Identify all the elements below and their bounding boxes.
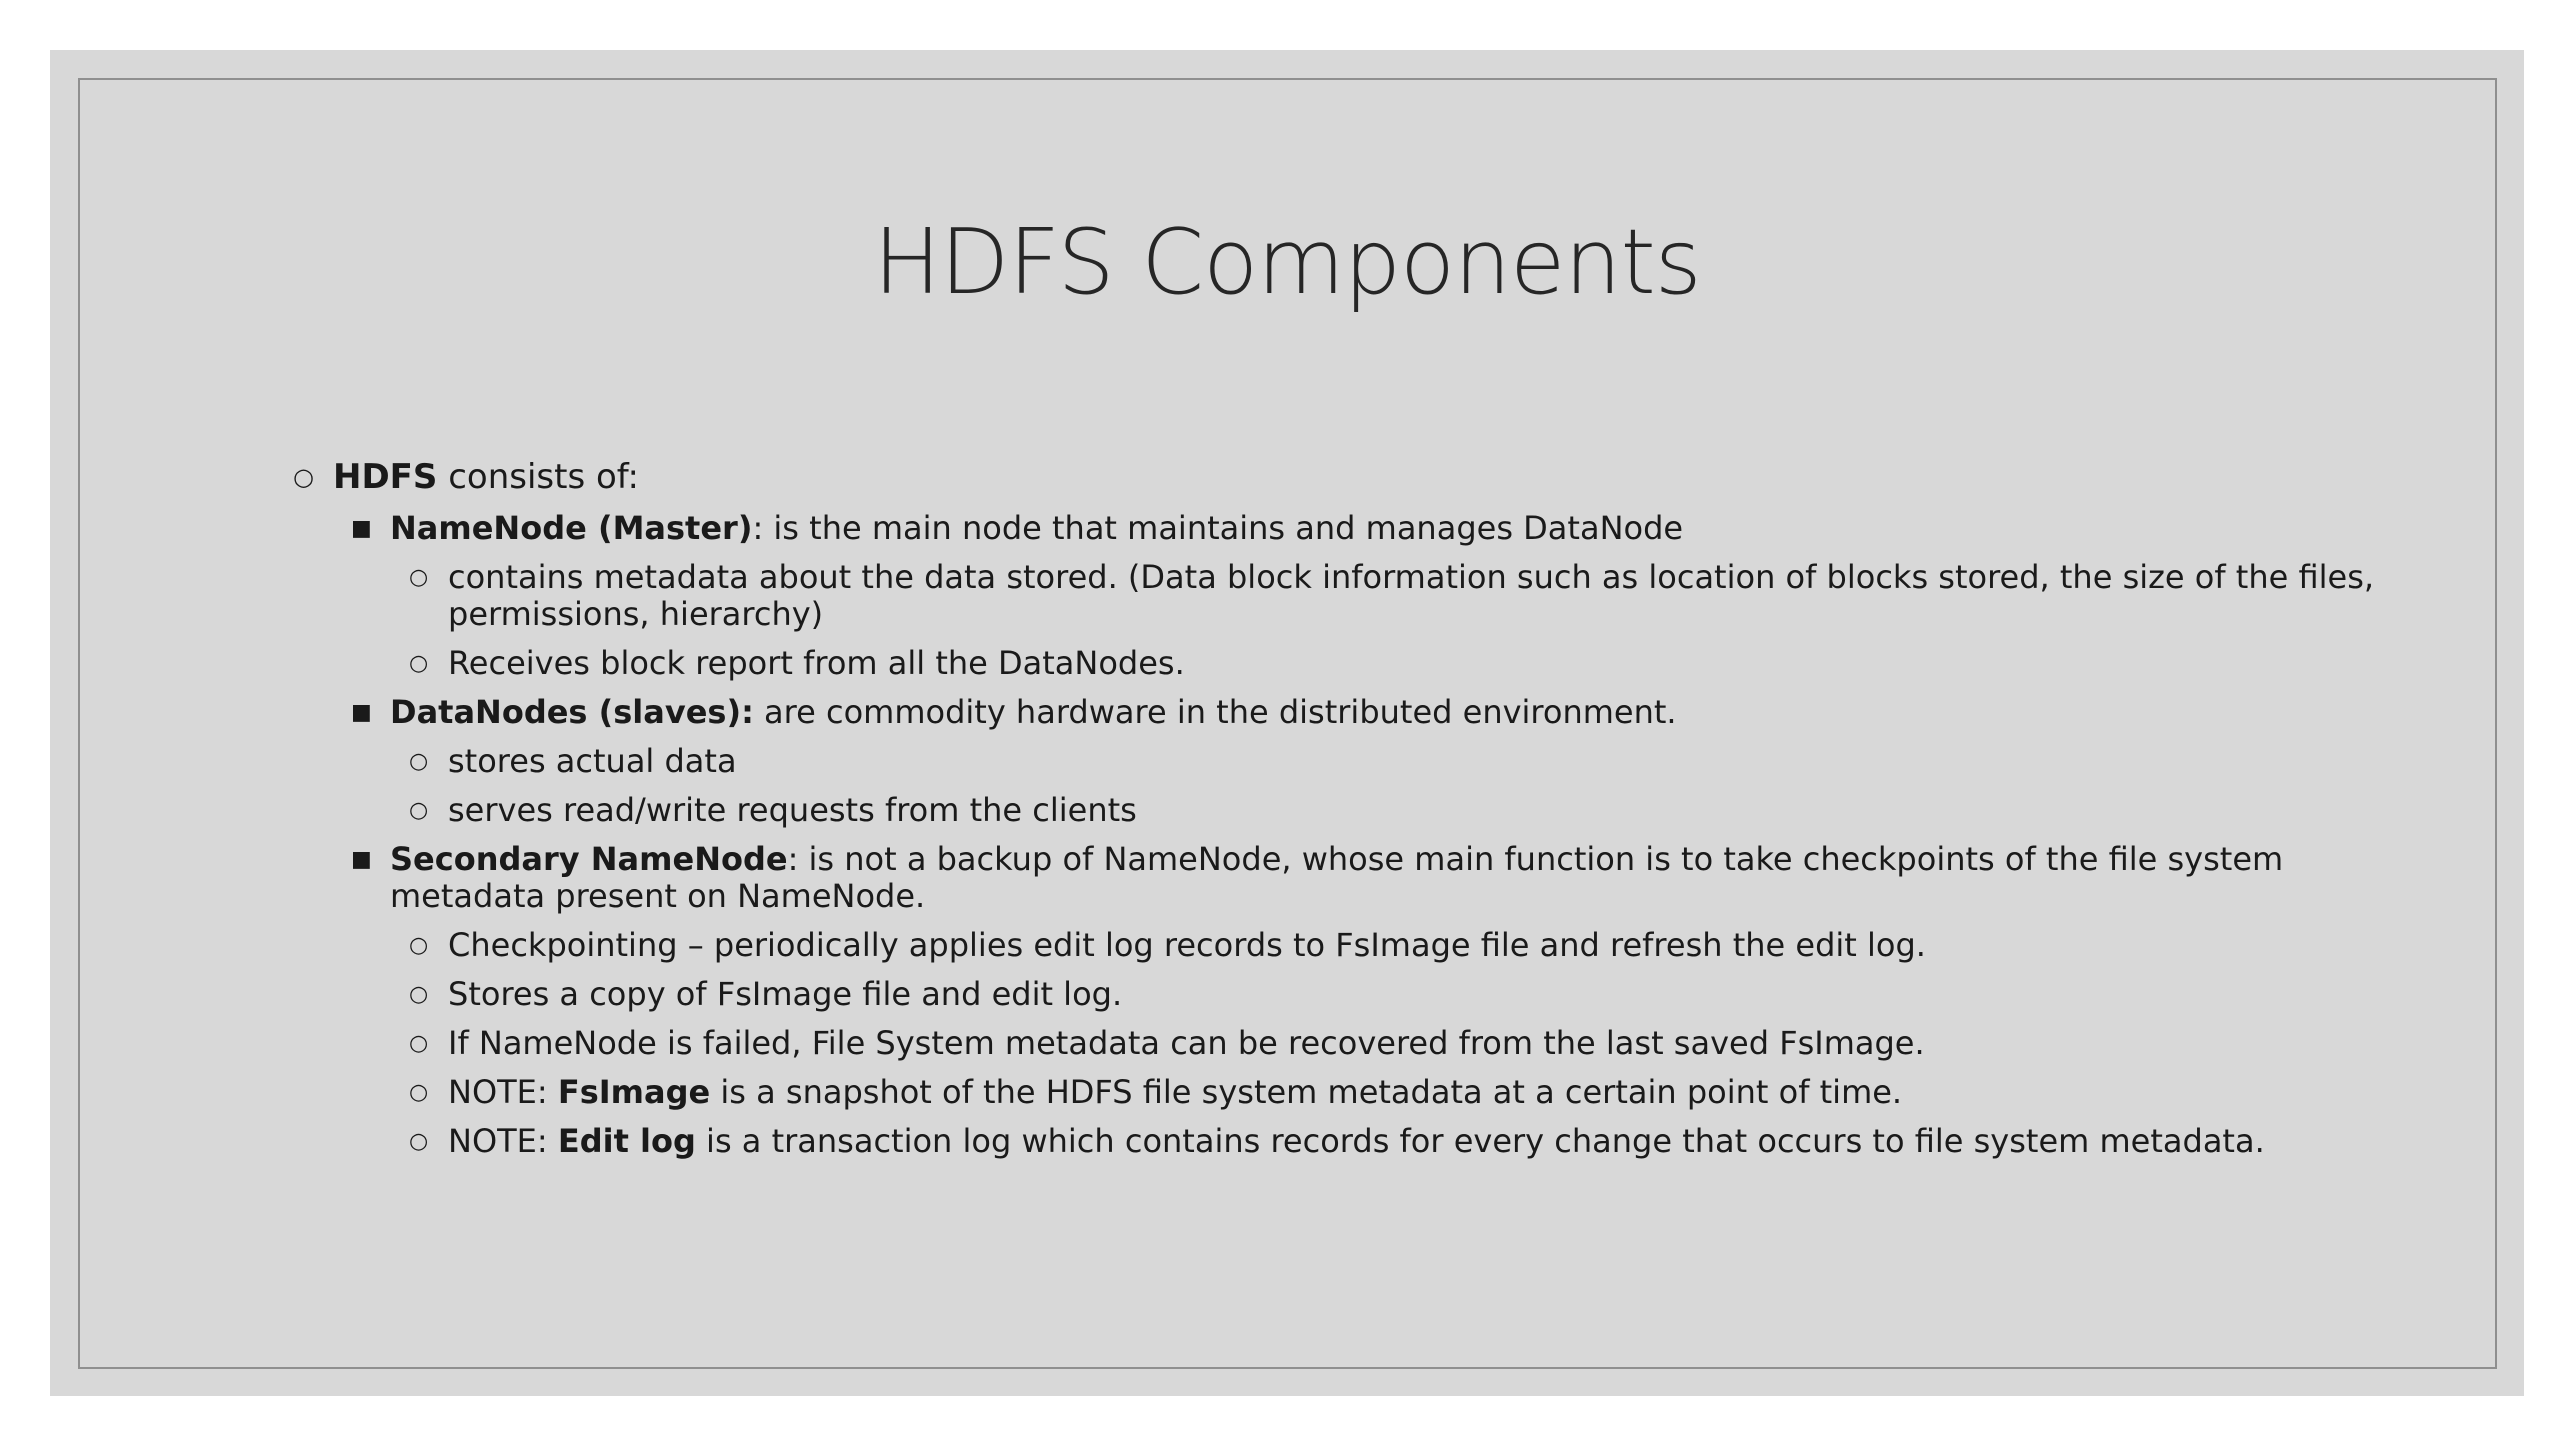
square-bullet-icon: ■ xyxy=(351,700,372,725)
bullet-list xyxy=(237,443,2427,1160)
item-bold: FsImage xyxy=(557,1073,711,1111)
item-text: Checkpointing – periodically applies edit log records to FsImage file and refresh the edit log. xyxy=(448,926,1926,964)
square-bullet-icon: ■ xyxy=(351,516,372,541)
item-bold: Secondary NameNode xyxy=(390,840,788,878)
list-item xyxy=(237,645,2427,682)
item-prefix: NOTE: xyxy=(448,1073,558,1111)
list-item xyxy=(237,1025,2427,1062)
list-item xyxy=(237,927,2427,964)
item-text: : is not a backup of NameNode, whose main function is to take checkpoints of the file system metadata present on NameNode. xyxy=(390,840,2284,915)
list-item xyxy=(237,792,2427,829)
circle-bullet-icon: ○ xyxy=(409,565,429,590)
item-bold: NameNode (Master) xyxy=(390,509,753,547)
item-text: If NameNode is failed, File System metadata can be recovered from the last saved FsImage. xyxy=(448,1024,1925,1062)
item-text: stores actual data xyxy=(448,742,737,780)
item-text: : is the main node that maintains and manages DataNode xyxy=(752,509,1684,547)
slide xyxy=(50,50,2524,1396)
item-text: serves read/write requests from the clients xyxy=(448,791,1137,829)
item-text: is a transaction log which contains records for every change that occurs to file system metadata. xyxy=(695,1122,2265,1160)
list-item xyxy=(237,743,2427,780)
item-text: consists of: xyxy=(437,457,639,497)
circle-bullet-icon: ○ xyxy=(409,749,429,774)
item-text: Stores a copy of FsImage file and edit log. xyxy=(448,975,1123,1013)
list-item xyxy=(237,510,2427,547)
list-item xyxy=(237,1074,2427,1111)
item-text: Receives block report from all the DataNodes. xyxy=(448,644,1185,682)
item-prefix: NOTE: xyxy=(448,1122,558,1160)
circle-bullet-icon: ○ xyxy=(409,651,429,676)
circle-bullet-icon: ○ xyxy=(409,798,429,823)
item-bold: DataNodes (slaves): xyxy=(390,693,754,731)
circle-bullet-icon: ○ xyxy=(409,1031,429,1056)
circle-bullet-icon: ○ xyxy=(409,982,429,1007)
circle-bullet-icon: ○ xyxy=(409,1080,429,1105)
item-bold: Edit log xyxy=(557,1122,696,1160)
list-item xyxy=(237,559,2427,633)
item-bold: HDFS xyxy=(333,457,438,497)
circle-bullet-icon: ○ xyxy=(409,1129,429,1154)
list-item xyxy=(237,1123,2427,1160)
slide-title: HDFS Components xyxy=(873,210,1701,315)
circle-bullet-icon: ○ xyxy=(409,933,429,958)
item-text: are commodity hardware in the distributed environment. xyxy=(753,693,1677,731)
list-item xyxy=(237,976,2427,1013)
item-text: is a snapshot of the HDFS file system metadata at a certain point of time. xyxy=(710,1073,1903,1111)
list-item xyxy=(237,457,2427,498)
list-item xyxy=(237,694,2427,731)
item-text: contains metadata about the data stored. (Data block information such as location of blocks stored, the size of the files, permissions, hierarchy) xyxy=(448,558,2375,633)
circle-bullet-icon: ○ xyxy=(293,463,314,491)
square-bullet-icon: ■ xyxy=(351,847,372,872)
list-item xyxy=(237,841,2427,915)
